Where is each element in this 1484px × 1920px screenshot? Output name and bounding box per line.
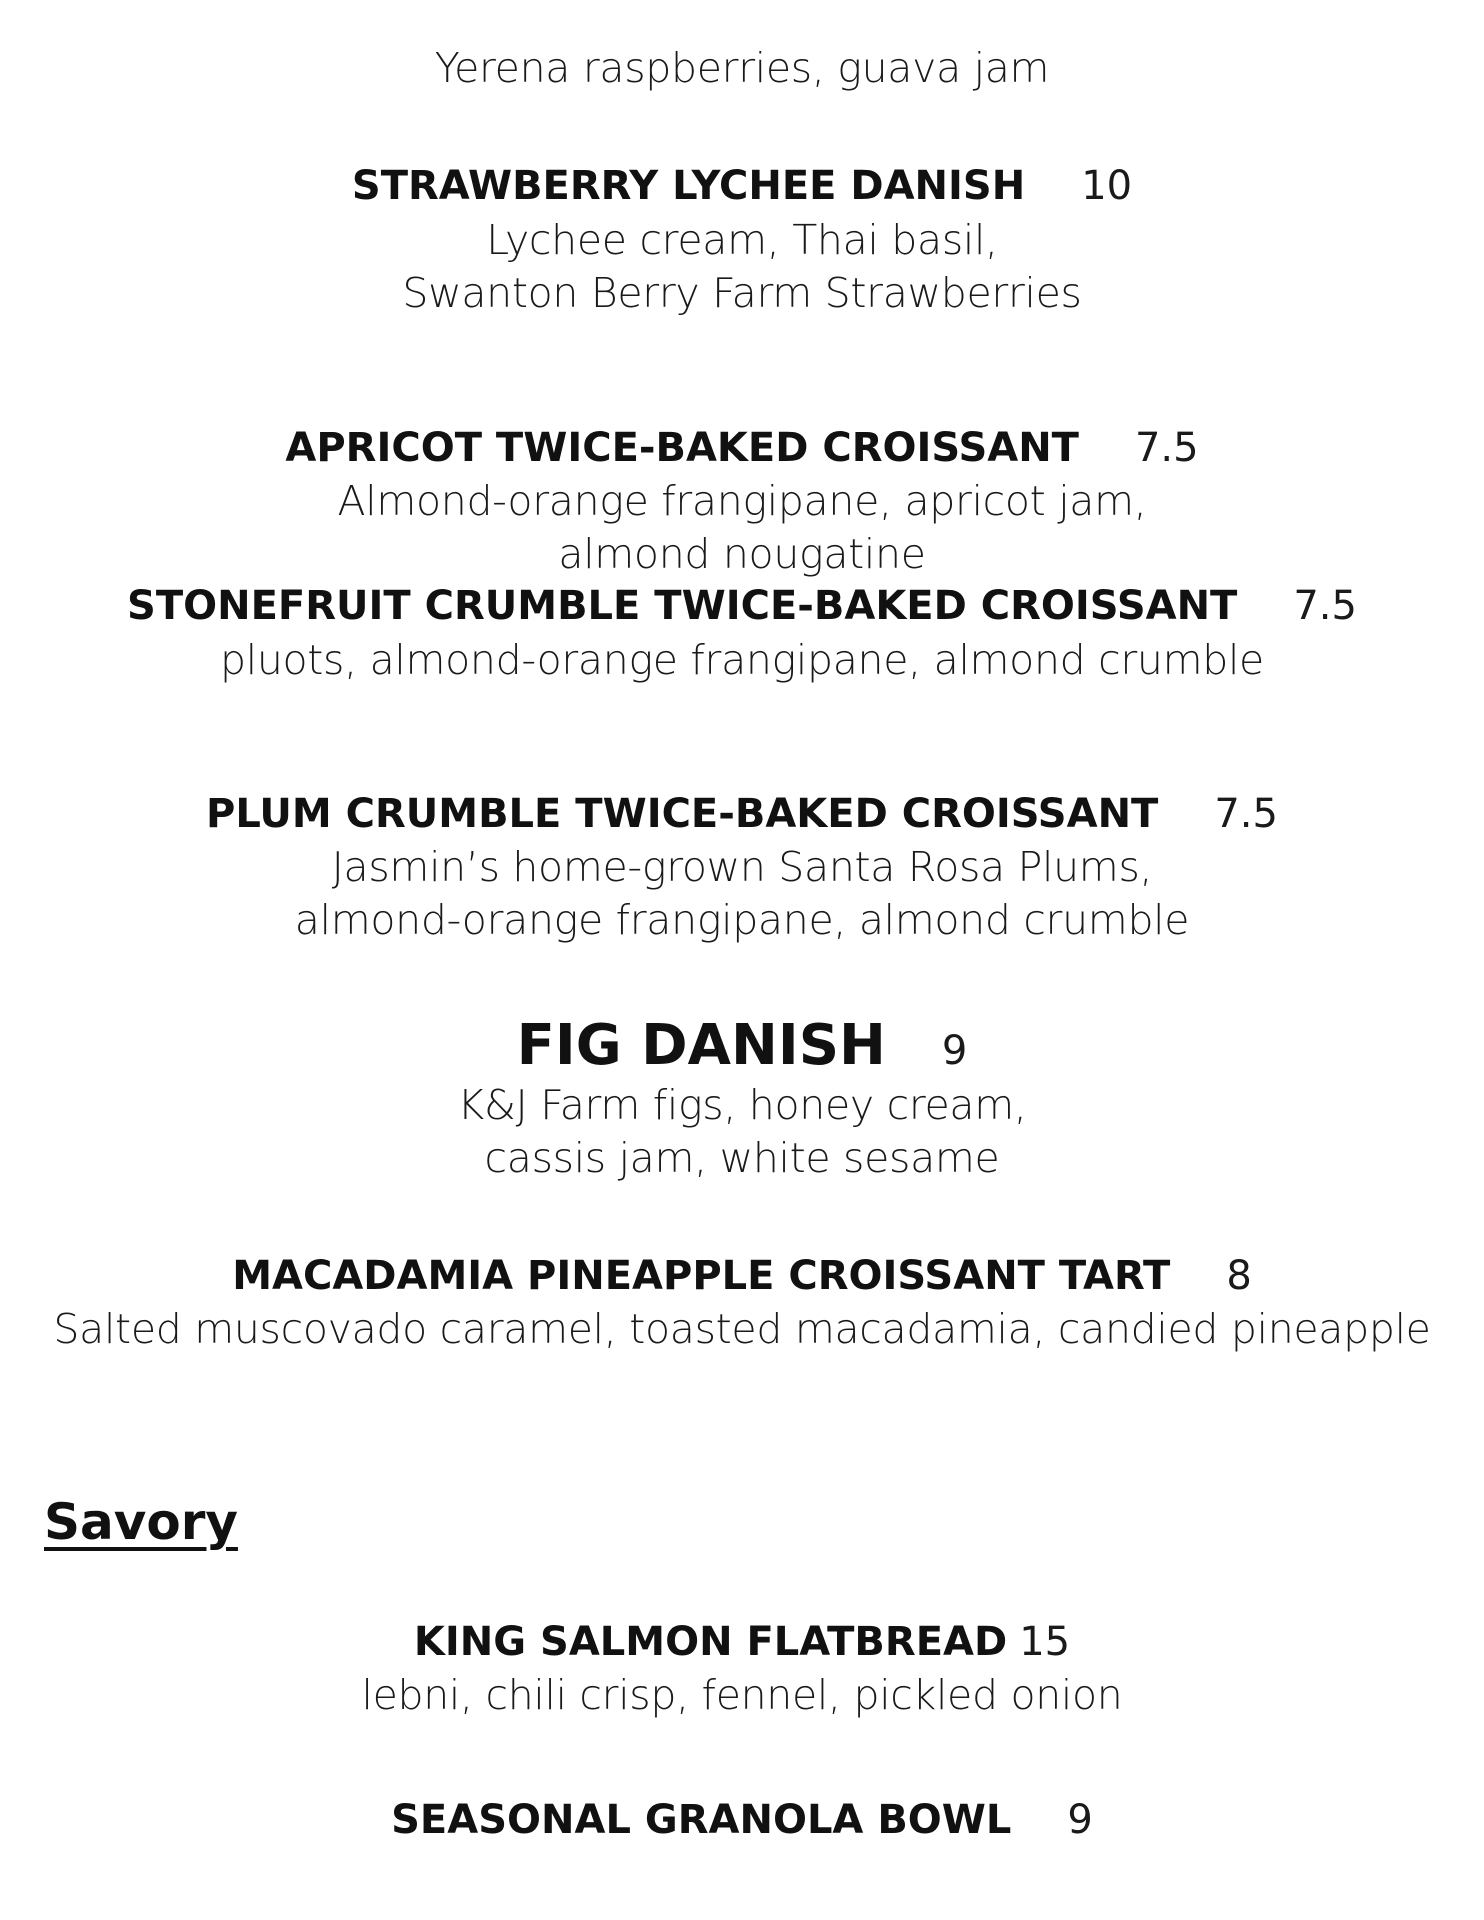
menu-item-description: cassis jam, white sesame bbox=[484, 1134, 1000, 1182]
menu-item-price: 9 bbox=[941, 1028, 968, 1074]
menu-item-title-row bbox=[0, 163, 1484, 209]
menu-item-name: STRAWBERRY LYCHEE DANISH bbox=[351, 163, 1026, 209]
section-heading-savory: Savory bbox=[44, 1493, 238, 1551]
menu-item-name: KING SALMON FLATBREAD bbox=[413, 1619, 1008, 1665]
menu-item-title-row bbox=[0, 425, 1484, 471]
menu-item-name: PLUM CRUMBLE TWICE-BAKED CROISSANT bbox=[206, 791, 1159, 837]
menu-item-description: Salted muscovado caramel, toasted macadamia, candied pineapple bbox=[53, 1305, 1431, 1353]
menu-item-price: 7.5 bbox=[1134, 425, 1199, 471]
menu-item-title-row bbox=[0, 1619, 1484, 1665]
menu-item-description: pluots, almond-orange frangipane, almond crumble bbox=[220, 636, 1264, 684]
menu-item-price: 7.5 bbox=[1293, 583, 1357, 629]
menu-item-title-row bbox=[0, 583, 1484, 629]
menu-item-description: Almond-orange frangipane, apricot jam, bbox=[337, 477, 1147, 525]
menu-item-description: Lychee cream, Thai basil, bbox=[486, 216, 998, 264]
menu-item-name: APRICOT TWICE-BAKED CROISSANT bbox=[285, 425, 1079, 471]
menu-item-title-row bbox=[0, 791, 1484, 837]
menu-item-price: 9 bbox=[1067, 1797, 1093, 1843]
menu-item-name: STONEFRUIT CRUMBLE TWICE-BAKED CROISSANT bbox=[127, 583, 1238, 629]
menu-item-price: 7.5 bbox=[1214, 791, 1278, 837]
menu-item-price: 10 bbox=[1081, 163, 1133, 209]
menu-item-price: 8 bbox=[1226, 1253, 1252, 1299]
menu-item-description: lebni, chili crisp, fennel, pickled onion bbox=[361, 1671, 1123, 1719]
intro-description: Yerena raspberries, guava jam bbox=[434, 44, 1050, 92]
menu-item-price: 15 bbox=[1019, 1619, 1071, 1665]
menu-item-description: Swanton Berry Farm Strawberries bbox=[402, 269, 1082, 317]
menu-item-title-row bbox=[0, 1797, 1484, 1843]
menu-item-description: K&J Farm figs, honey cream, bbox=[457, 1081, 1027, 1129]
menu-item-name: MACADAMIA PINEAPPLE CROISSANT TART bbox=[232, 1253, 1171, 1299]
menu-item-description: almond nougatine bbox=[558, 530, 926, 578]
menu-item-title-row bbox=[0, 1013, 1484, 1078]
menu-item-description: Jasmin’s home-grown Santa Rosa Plums, bbox=[331, 843, 1153, 891]
menu-item-name: FIG DANISH bbox=[516, 1013, 886, 1078]
menu-item-description: almond-orange frangipane, almond crumble bbox=[294, 896, 1190, 944]
menu-item-title-row bbox=[0, 1253, 1484, 1299]
menu-item-name: SEASONAL GRANOLA BOWL bbox=[391, 1797, 1012, 1843]
